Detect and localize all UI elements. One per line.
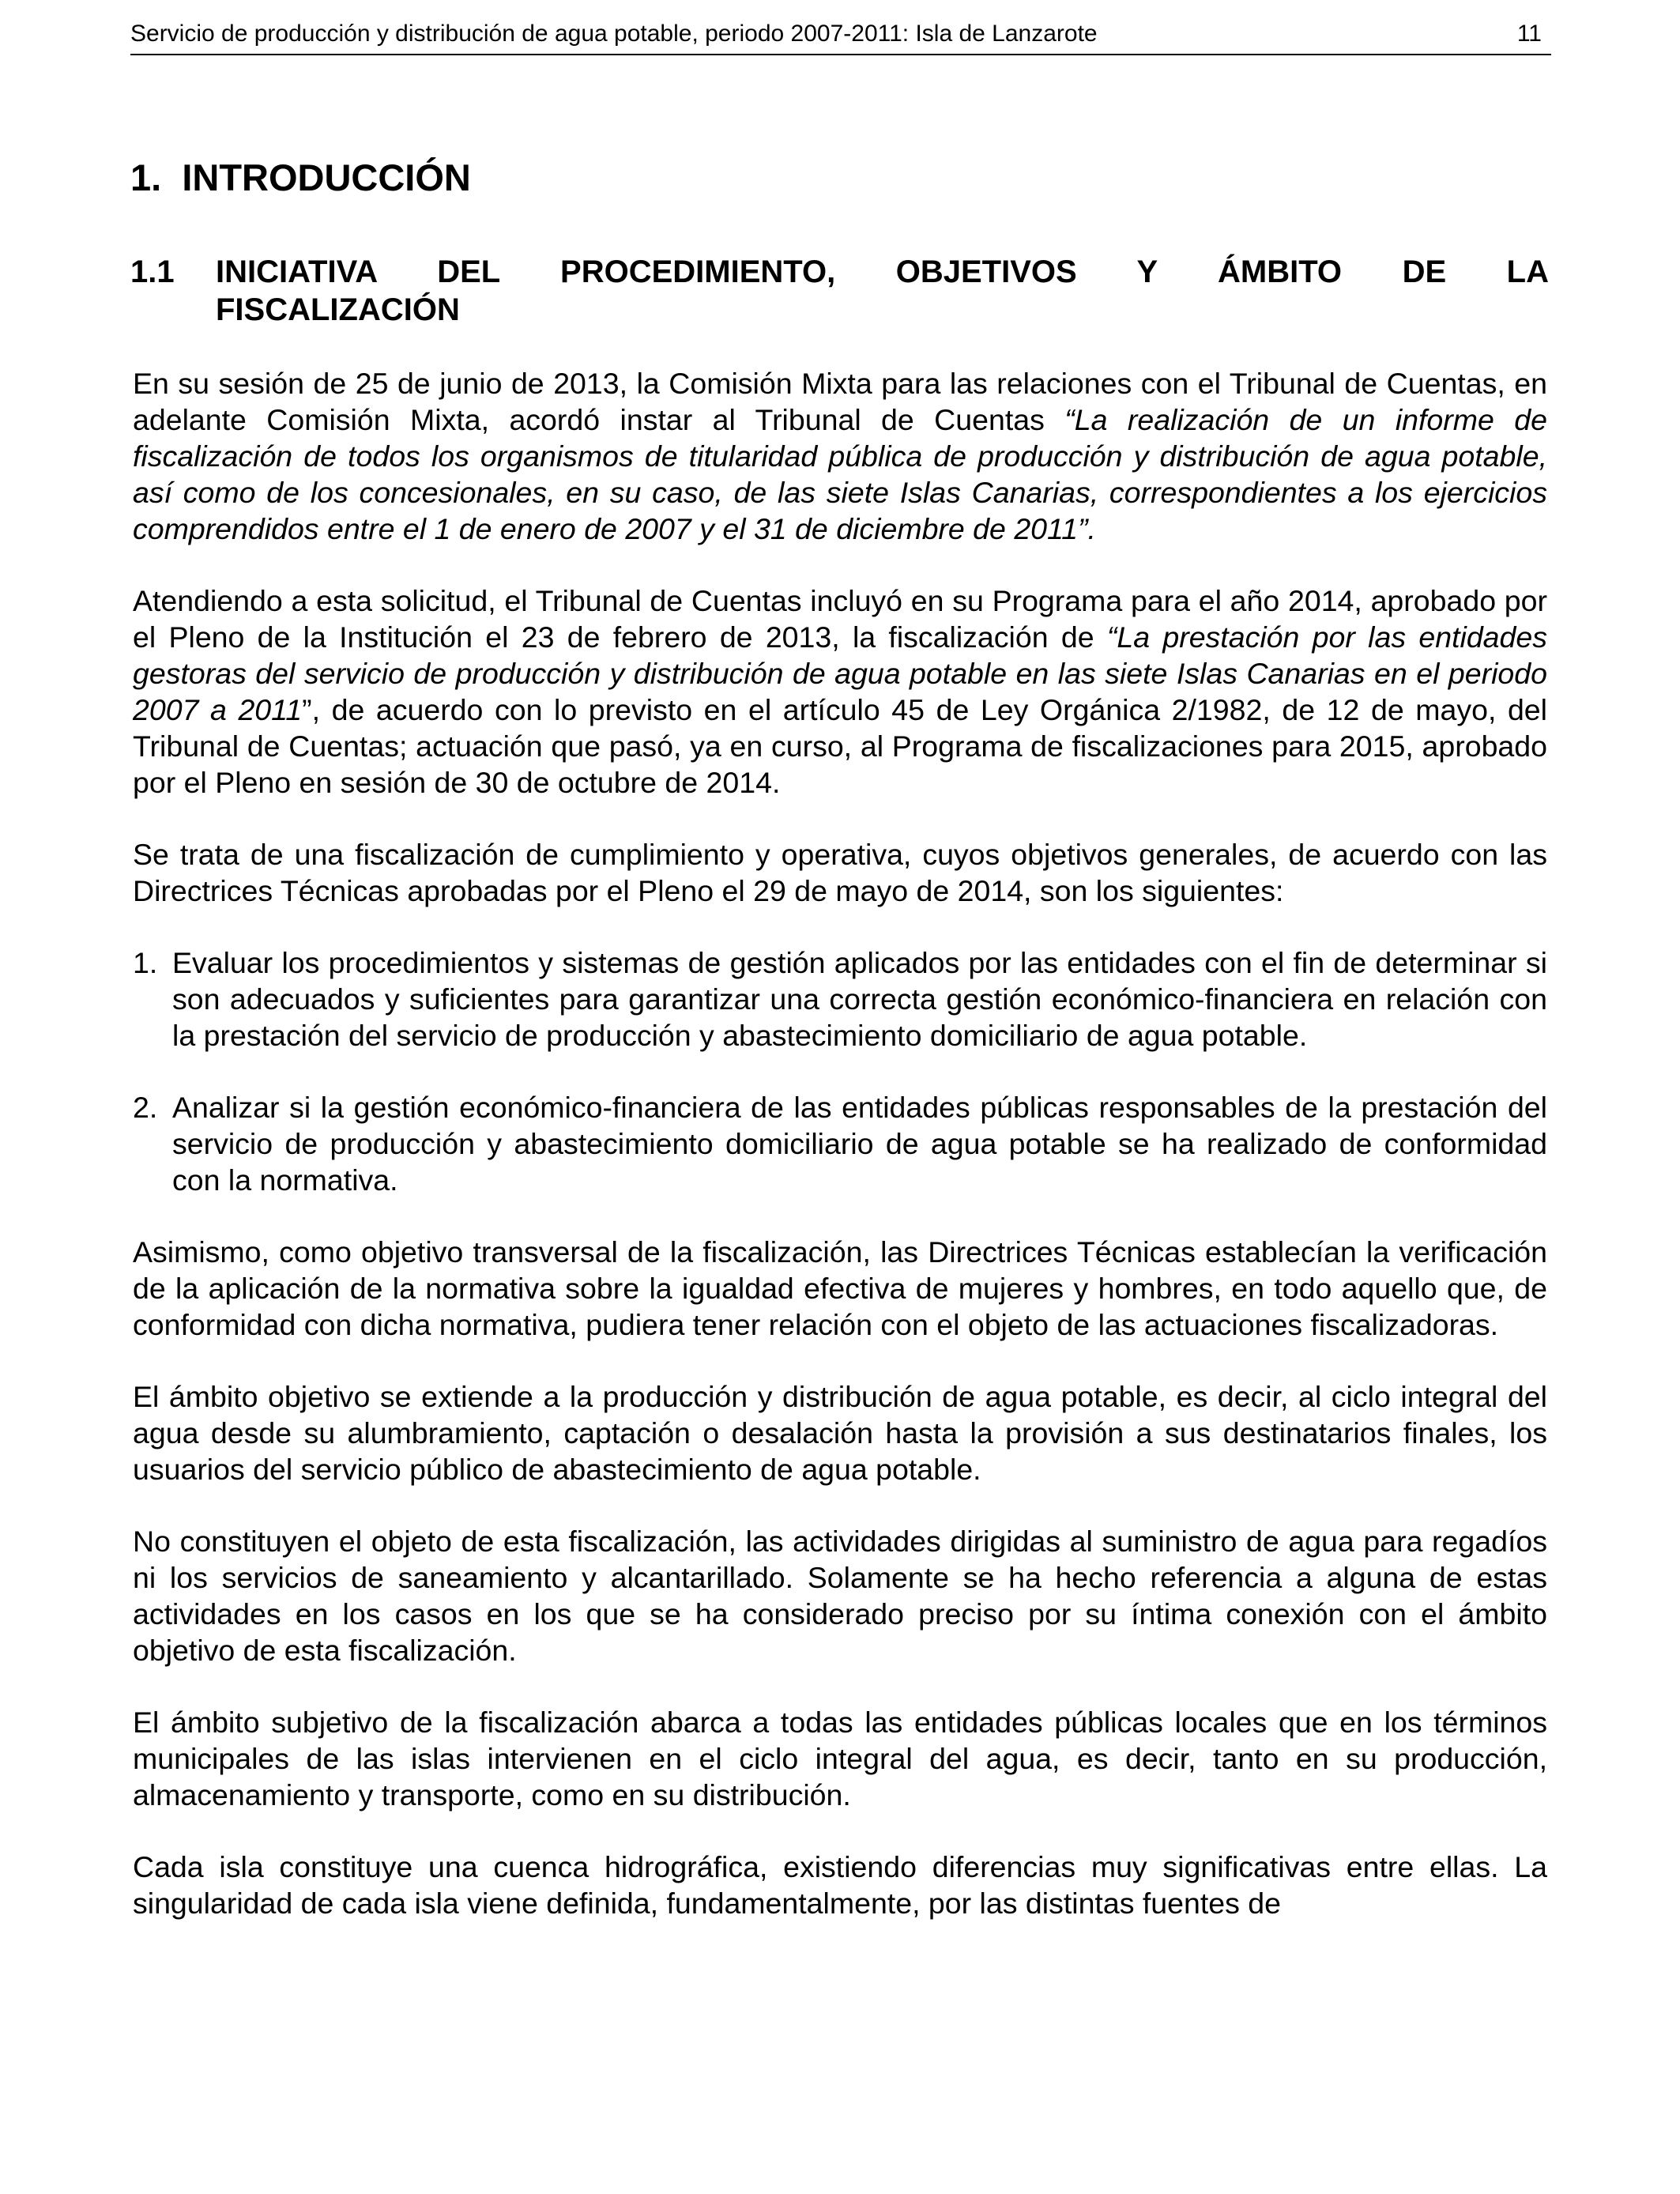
section-heading	[130, 156, 471, 199]
page-header	[130, 17, 1551, 55]
section-title: INTRODUCCIÓN	[182, 156, 471, 198]
paragraph-transversal: Asimismo, como objetivo transversal de la fiscalización, las Directrices Técnicas establecían la verificación de la aplicación de la normativa sobre la igualdad efectiva de mujeres y hombres, en todo aquello que, de conformidad con dicha normativa, pudiera tener relación con el objeto de las actuaciones fiscalizadoras.	[133, 1235, 1547, 1341]
paragraph-text: En su sesión de 25 de junio de 2013, la Comisión Mixta para las relaciones con el Tribunal de Cuentas, en adelante Comisión Mixta, acordó instar al Tribunal de Cuentas	[133, 367, 1547, 436]
section-number: 1.	[130, 156, 162, 198]
paragraph-exclusions: No constituyen el objeto de esta fiscalización, las actividades dirigidas al suministro de agua para regadíos ni los servicios de saneamiento y alcantarillado. Solamente se ha hecho referencia a alguna de estas actividades en los casos en los que se ha considerado preciso por su íntima conexión con el ámbito objetivo de esta fiscalización.	[133, 1525, 1547, 1667]
paragraph-basins: Cada isla constituye una cuenca hidrográfica, existiendo diferencias muy significativas entre ellas. La singularidad de cada isla viene definida, fundamentalmente, por las distintas fuentes de	[133, 1850, 1547, 1920]
body-text	[133, 365, 1547, 1921]
list-item	[133, 1089, 1547, 1198]
quoted-request: “La realización de un informe de fiscalización de todos los organismos de titularidad pública de producción y distribución de agua potable, así como de los concesionales, en su caso, de las siete Islas Canarias, correspondientes a los ejercicios comprendidos entre el 1 de enero de 2007 y el 31 de diciembre de 2011”.	[133, 403, 1547, 545]
paragraph-objectives-intro: Se trata de una fiscalización de cumplimiento y operativa, cuyos objetivos generales, de acuerdo con las Directrices Técnicas aprobadas por el Pleno el 29 de mayo de 2014, son los siguientes:	[133, 838, 1547, 907]
paragraph-text: Atendiendo a esta solicitud, el Tribunal de Cuentas incluyó en su Programa para el año 2014, aprobado por el Pleno de la Institución el 23 de febrero de 2013, la fiscalización de	[133, 584, 1547, 654]
subsection-number: 1.1	[130, 254, 175, 289]
objectives-list	[133, 944, 1547, 1198]
subsection-title-line1: INICIATIVA DEL PROCEDIMIENTO, OBJETIVOS Y ÁMBITO DE LA	[216, 254, 1549, 289]
paragraph-text: ”, de acuerdo con lo previsto en el artículo 45 de Ley Orgánica 2/1982, de 12 de mayo, del Tribunal de Cuentas; actuación que pasó, ya en curso, al Programa de fiscalizaciones para 2015, aprobado por el Pleno en sesión de 30 de octubre de 2014.	[133, 693, 1547, 799]
paragraph-subjective-scope: El ámbito subjetivo de la fiscalización abarca a todas las entidades públicas locales que en los términos municipales de las islas intervienen en el ciclo integral del agua, es decir, tanto en su producción, almacenamiento y transporte, como en su distribución.	[133, 1706, 1547, 1811]
list-item-text: Evaluar los procedimientos y sistemas de gestión aplicados por las entidades con el fin de determinar si son adecuados y suficientes para garantizar una correcta gestión económico-financiera en relación con la prestación del servicio de producción y abastecimiento domiciliario de agua potable.	[172, 946, 1547, 1052]
quoted-title: “La prestación por las entidades gestoras del servicio de producción y distribución de agua potable en las siete Islas Canarias en el periodo 2007 a 2011	[133, 620, 1547, 726]
subsection-title-line2: FISCALIZACIÓN	[216, 292, 460, 327]
page-number: 11	[1516, 21, 1542, 47]
list-marker: 1.	[133, 946, 158, 979]
paragraph-program	[133, 582, 1547, 801]
header-title: Servicio de producción y distribución de agua potable, periodo 2007-2011: Isla de Lanzarote	[130, 21, 1098, 47]
list-marker: 2.	[133, 1091, 158, 1124]
list-item	[133, 944, 1547, 1054]
list-item-text: Analizar si la gestión económico-financiera de las entidades públicas responsables de la prestación del servicio de producción y abastecimiento domiciliario de agua potable se ha realizado de conformidad con la normativa.	[172, 1091, 1547, 1197]
paragraph-commission-request	[133, 365, 1547, 547]
paragraph-objective-scope: El ámbito objetivo se extiende a la producción y distribución de agua potable, es decir, al ciclo integral del agua desde su alumbramiento, captación o desalación hasta la provisión a sus destinatarios finales, los usuarios del servicio público de abastecimiento de agua potable.	[133, 1380, 1547, 1486]
